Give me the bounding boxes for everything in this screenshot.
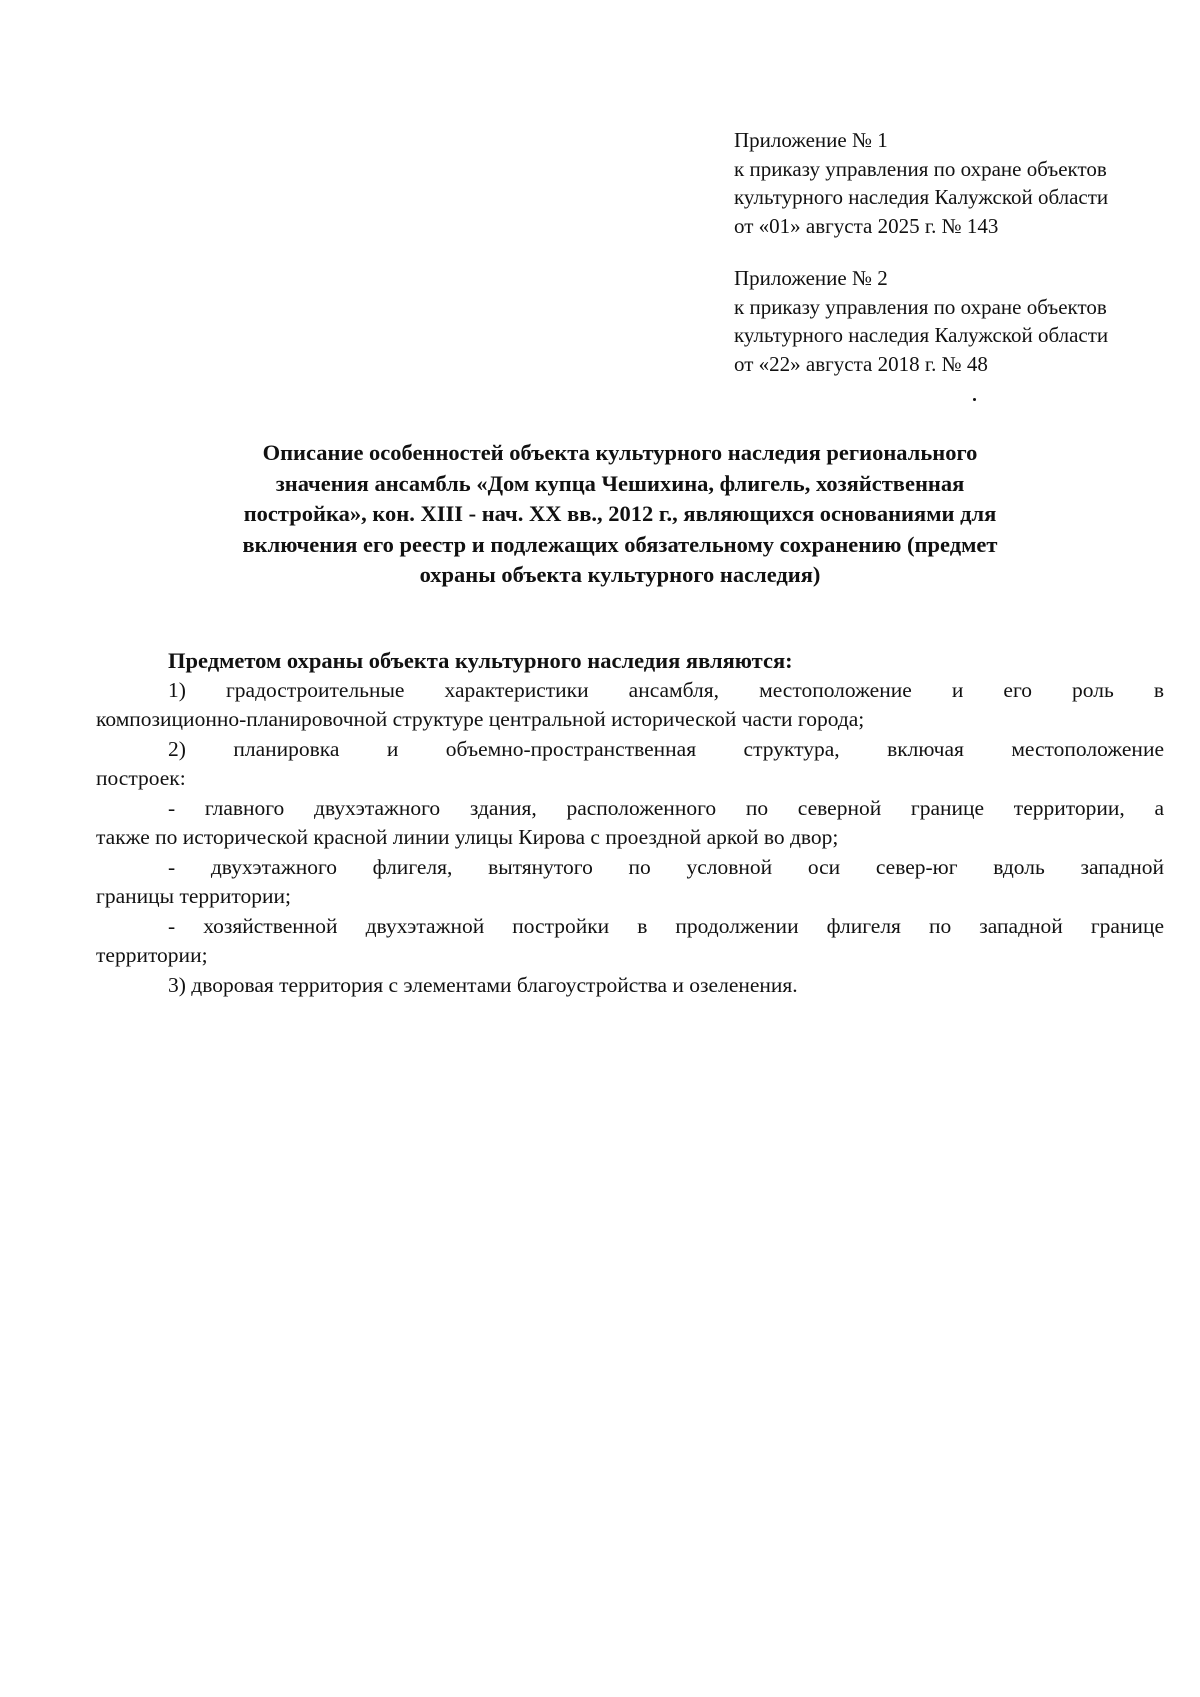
title-line-4: включения его реестр и подлежащих обязательному сохранению (предмет — [242, 531, 998, 557]
dash-item-3-line-1: - хозяйственной двухэтажной постройки в продолжении флигеля по западной границе — [168, 913, 1164, 938]
annex-2-block — [734, 264, 1174, 378]
annex-2-order-line: к приказу управления по охране объектов — [734, 294, 1107, 319]
annex-1-order-line: к приказу управления по охране объектов — [734, 156, 1107, 181]
title-line-5: охраны объекта культурного наследия) — [419, 562, 821, 587]
annex-2-authority-line: культурного наследия Калужской области — [734, 323, 1109, 347]
item-1-line-1: 1) градостроительные характеристики ансамбля, местоположение и его роль в — [168, 677, 1164, 702]
subject-heading: Предметом охраны объекта культурного наследия являются: — [168, 648, 793, 673]
annex-1-date-line: от «01» августа 2025 г. № 143 — [734, 213, 999, 238]
title-line-3: постройка», кон. XIII - нач. XX вв., 2012 г., являющихся основаниями для — [243, 501, 997, 526]
dash-item-2-line-2: границы территории; — [96, 884, 291, 908]
item-2-line-1: 2) планировка и объемно-пространственная структура, включая местоположение — [168, 736, 1164, 761]
annex-2-date-line: от «22» августа 2018 г. № 48 — [734, 351, 988, 376]
item-3-line-1: 3) дворовая территория с элементами благоустройства и озеленения. — [168, 972, 798, 997]
dash-item-3-line-2: территории; — [96, 943, 208, 967]
stray-dot-mark — [973, 398, 976, 401]
dash-item-2-line-1: - двухэтажного флигеля, вытянутого по условной оси север-юг вдоль западной — [168, 854, 1164, 879]
annex-1-block — [734, 126, 1174, 240]
item-2-line-2: построек: — [96, 766, 186, 790]
dash-item-1-line-1: - главного двухэтажного здания, расположенного по северной границе территории, а — [168, 795, 1164, 820]
title-line-1: Описание особенностей объекта культурного наследия регионального — [262, 440, 978, 465]
annex-1-authority-line: культурного наследия Калужской области — [734, 185, 1109, 209]
title-line-2: значения ансамбль «Дом купца Чешихина, флигель, хозяйственная — [275, 470, 965, 496]
annex-2-number: Приложение № 2 — [734, 266, 888, 290]
annex-1-number: Приложение № 1 — [734, 128, 888, 152]
document-title — [130, 438, 1110, 591]
dash-item-1-line-2: также по исторической красной линии улицы Кирова с проездной аркой во двор; — [96, 825, 839, 849]
item-1-line-2: композиционно-планировочной структуре центральной исторической части города; — [96, 707, 865, 731]
document-body — [96, 646, 1164, 1000]
